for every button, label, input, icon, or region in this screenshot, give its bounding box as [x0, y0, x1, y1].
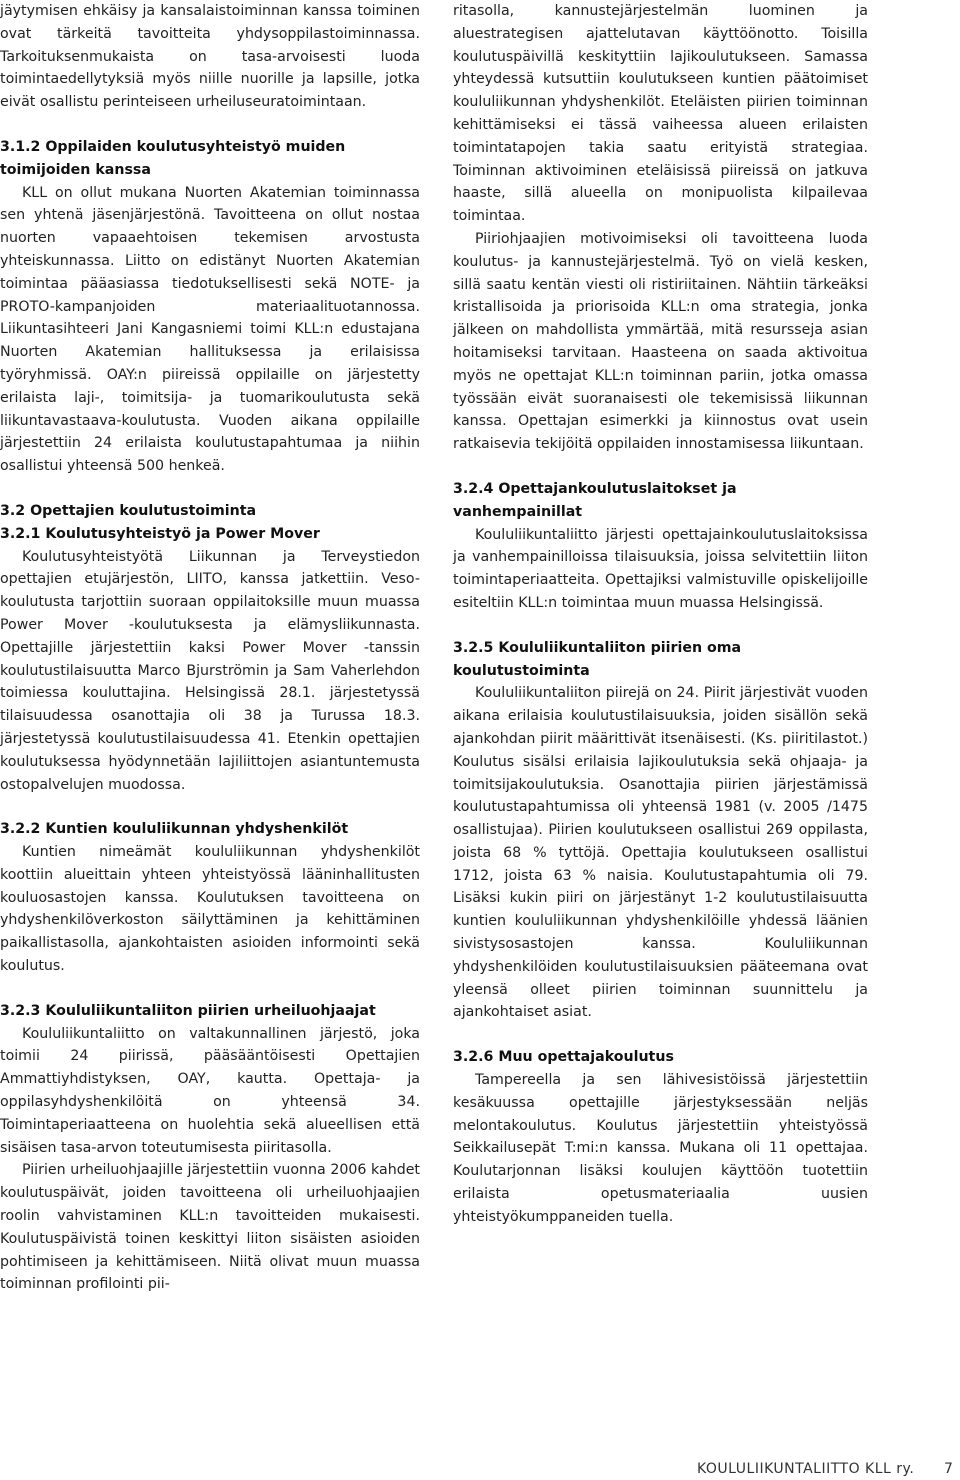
section-3-2-1-text: Koulutusyhteistyötä Liikunnan ja Terveystiedon opettajien etujärjestön, LIITO, kanssa jatkettiin. Veso-koulutusta tarjottiin suoraan oppilaitoksille muun muassa Power Mover -koulutuksesta ja elämysliikunnasta. Opettajille järjestettiin kaksi Power Mover -tanssin koulutustilaisuutta Marco Bjurströmin ja Sam Vaherlehdon toimiessa kouluttajina. Helsingissä 28.1. järjestetyssä tilaisuudessa osanottajia oli 38 ja Turussa 18.3. järjestetyssä koulutustilaisuudessa 41. Etenkin opettajien koulutuksessa hyödynnetään lajiliittojen asiantuntemusta ostopalvelujen muodossa. — [0, 548, 420, 793]
page-number: 7 — [944, 1461, 953, 1477]
section-3-1-2-heading: 3.1.2 Oppilaiden koulutusyhteistyö muiden toimijoiden kanssa — [0, 138, 346, 178]
section-3-2-1-heading: 3.2.1 Koulutusyhteistyö ja Power Mover — [0, 525, 320, 542]
continued-text-2: Piiriohjaajien motivoimiseksi oli tavoitteena luoda koulutus- ja kannustejärjestelmä. Työ on vielä kesken, sillä saatu kentän viesti oli ristiriitainen. Nähtiin tärkeäksi kristallisoida ja priorisoida KLL:n oma strategia, jonka jälkeen on mahdollista ymmärtää, mitä resursseja asian hoitamiseksi tarvitaan. Haasteena on saada aktivoitua myös ne opettajat KLL:n toiminnan pariin, jotka omassa työssään eivät suoranaisesti ole tekemisissä liikunnan kanssa. Opettajan esimerkki ja kiinnostus ovat usein ratkaisevia tekijöitä oppilaiden innostamisessa liikuntaan. — [453, 230, 868, 453]
section-3-2-4-text: Koululiikuntaliitto järjesti opettajainkoulutuslaitoksissa ja vanhempainilloissa tilaisuuksia, joissa selvitettiin liiton toimintaperiaatteita. Opettajiksi valmistuville opiskelijoille esiteltiin KLL:n toimintaa muun muassa Helsingissä. — [453, 526, 868, 611]
section-3-2-2-text: Kuntien nimeämät koululiikunnan yhdyshenkilöt koottiin alueittain yhteen yhteistyössä lääninhallitusten kouluosastojen kanssa. Koulutuksen tavoitteena on yhdyshenkilöverkoston säilyttäminen ja kehittäminen paikallistasolla, ajankohtaisten asioiden informointi sekä koulutus. — [0, 844, 420, 975]
continued-text-1: ritasolla, kannustejärjestelmän luominen ja aluestrategisen ajattelutavan käyttöönotto. Toisilla koulutuspäivillä keskityttiin lajikoulutukseen. Samassa yhteydessä kutsuttiin koulutukseen kuntien päätoimiset koululiikunnan yhdyshenkilöt. Eteläisten piirien toiminnan kehittämiseksi ei tässä vaiheessa alueen erilaisten toimintatapojen takia saatu erityistä strategiaa. Toiminnan aktivoiminen eteläisissä piireissä on jatkuva haaste, sillä alueella on monipuolista kilpailevaa toimintaa. — [453, 3, 868, 225]
right-column — [453, 0, 868, 1229]
page-footer — [0, 1458, 960, 1480]
section-3-2-4-heading: 3.2.4 Opettajankoulutuslaitokset ja vanhempainillat — [453, 480, 737, 520]
section-3-2-heading: 3.2 Opettajien koulutustoiminta — [0, 502, 257, 519]
section-3-2-3-text-1: Koululiikuntaliitto on valtakunnallinen järjestö, joka toimii 24 piirissä, pääsääntöisesti Opettajien Ammattiyhdistyksen, OAY, kautta. Opettaja- ja oppilasyhdyshenkilöitä on yhteensä 34. Toimintaperiaatteena on huolehtia sekä alueellisen että sisäisen tasa-arvon toteutumisesta piiritasolla. — [0, 1025, 420, 1156]
intro-paragraph: jäytymisen ehkäisy ja kansalaistoiminnan kanssa toiminen ovat tärkeitä tavoitteita yhdysoppilastoiminnassa. Tarkoituksenmukaista on tasa-arvoisesti luoda toimintaedellytyksiä myös niille nuorille ja lapsille, jotka eivät osallistu perinteiseen urheiluseuratoimintaan. — [0, 3, 420, 111]
left-column — [0, 0, 420, 1296]
section-3-1-2-text: KLL on ollut mukana Nuorten Akatemian toiminnassa sen yhtenä jäsenjärjestönä. Tavoitteena on ollut nostaa nuorten vapaaehtoisen tekemisen arvostusta yhteiskunnassa. Liitto on edistänyt Nuorten Akatemian toimintaa pääasiassa tiedotuksellisesti sekä NOTE- ja PROTO-kampanjoiden materiaalituotannossa. Liikuntasihteeri Jani Kangasniemi toimi KLL:n edustajana Nuorten Akatemian hallituksessa ja erilaisissa työryhmissä. OAY:n piireissä oppilaille on järjestetty erilaista laji-, toimitsija- ja tuomarikoulutusta sekä liikuntavastaava-koulutusta. Vuoden aikana oppilaille järjestettiin 24 erilaista koulutustapahtumaa ja niihin osallistui yhteensä 500 henkeä. — [0, 184, 420, 475]
section-3-2-6-heading: 3.2.6 Muu opettajakoulutus — [453, 1049, 674, 1066]
footer-organization: KOULULIIKUNTALIITTO KLL ry. — [697, 1461, 915, 1477]
section-3-2-3-heading: 3.2.3 Koululiikuntaliiton piirien urheiluohjaajat — [0, 1002, 376, 1019]
section-3-2-5-text: Koululiikuntaliiton piirejä on 24. Piirit järjestivät vuoden aikana erilaisia koulutustilaisuuksia, joiden sisällön sekä ajankohdan piirit määrittivät itsenäisesti. (Ks. piiritilastot.) Koulutus sisälsi erilaisia lajikoulutuksia sekä ohjaaja- ja toimitsijakoulutuksia. Osanottajia piirien järjestämissä koulutustapahtumissa oli yhteensä 1981 (v. 2005 /1475 osallistujaa). Piirien koulutukseen osallistui 269 oppilasta, joista 68 % tyttöjä. Opettajia koulutukseen osallistui 1712, joista 63 % naisia. Koulutustapahtumia oli 79. Lisäksi kukin piiri on järjestänyt 1-2 koulutustilaisuutta kuntien koululiikunnan yhdyshenkilöille yhdessä läänien sivistysosastojen kanssa. Koululiikunnan yhdyshenkilöiden koulutustilaisuuksien pääteemana ovat yleensä olleet piirien toiminnan suunnittelu ja ajankohtaiset asiat. — [453, 685, 868, 1021]
section-3-2-6-text: Tampereella ja sen lähivesistöissä järjestettiin kesäkuussa opettajille järjestyksessään neljäs melontakoulutus. Koulutus järjestettiin yhteistyössä Seikkailusepät T:mi:n kanssa. Mukana oli 11 opettajaa. Koulutarjonnan lisäksi koulujen käyttöön tuotettiin erilaista opetusmateriaalia uusien yhteistyökumppaneiden tuella. — [453, 1072, 868, 1225]
section-3-2-3-text-2: Piirien urheiluohjaajille järjestettiin vuonna 2006 kahdet koulutuspäivät, joiden tavoitteena oli urheiluohjaajien roolin vahvistaminen KLL:n tavoitteiden mukaisesti. Koulutuspäivistä toinen keskittyi liiton sisäisten asioiden pohtimiseen ja kehittämiseen. Niitä olivat muun muassa toiminnan profilointi pii- — [0, 1162, 420, 1293]
section-3-2-2-heading: 3.2.2 Kuntien koululiikunnan yhdyshenkilöt — [0, 821, 349, 838]
section-3-2-5-heading: 3.2.5 Koululiikuntaliiton piirien oma koulutustoiminta — [453, 639, 742, 679]
